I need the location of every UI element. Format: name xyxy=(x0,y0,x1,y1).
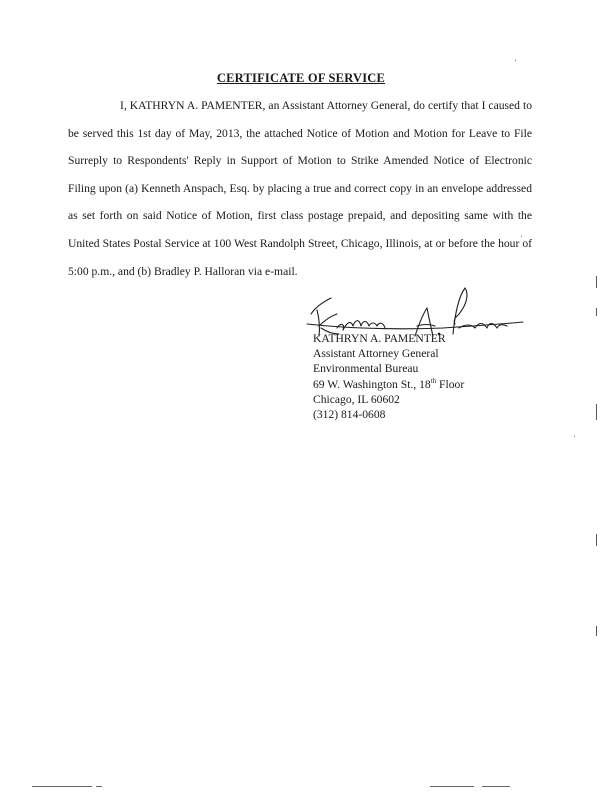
scan-edge-mark xyxy=(596,626,597,636)
scan-speck xyxy=(521,236,522,237)
address-street: 69 W. Washington St., 18 xyxy=(313,377,431,391)
signer-name: KATHRYN A. PAMENTER xyxy=(313,332,446,345)
signer-address xyxy=(313,377,464,392)
scan-bottom-mark xyxy=(482,786,510,787)
scan-edge-mark xyxy=(596,534,597,546)
scan-edge-mark xyxy=(596,276,597,288)
address-ordinal: th xyxy=(430,376,437,385)
certificate-title: CERTIFICATE OF SERVICE xyxy=(216,71,386,85)
signer-bureau: Environmental Bureau xyxy=(313,362,419,376)
signature-block xyxy=(313,331,464,422)
scan-edge-mark xyxy=(596,308,597,316)
scan-speck xyxy=(515,60,516,61)
address-floor: Floor xyxy=(436,377,465,391)
scan-edge-mark xyxy=(596,404,597,420)
scan-bottom-mark xyxy=(96,786,102,787)
signer-title: Assistant Attorney General xyxy=(313,347,439,361)
scan-bottom-mark xyxy=(32,786,92,787)
signer-phone: (312) 814-0608 xyxy=(313,408,386,422)
certificate-body: I, KATHRYN A. PAMENTER, an Assistant Attorney General, do certify that I caused to be served this 1st day of May, 2013, the attached Notice of Motion and Motion for Leave to File Surreply to Respondents' Reply in Support of Motion to Strike Amended Notice of Electronic Filing upon (a) Kenneth Anspach, Esq. by placing a true and correct copy in an envelope addressed as set forth on said Notice of Motion, first class postage prepaid, and depositing same with the United States Postal Service at 100 West Randolph Street, Chicago, Illinois, at or before the hour of 5:00 p.m., and (b) Bradley P. Halloran via e-mail. xyxy=(68,99,532,278)
scan-speck xyxy=(574,436,575,437)
signer-city: Chicago, IL 60602 xyxy=(313,392,400,406)
scan-bottom-mark xyxy=(430,786,474,787)
